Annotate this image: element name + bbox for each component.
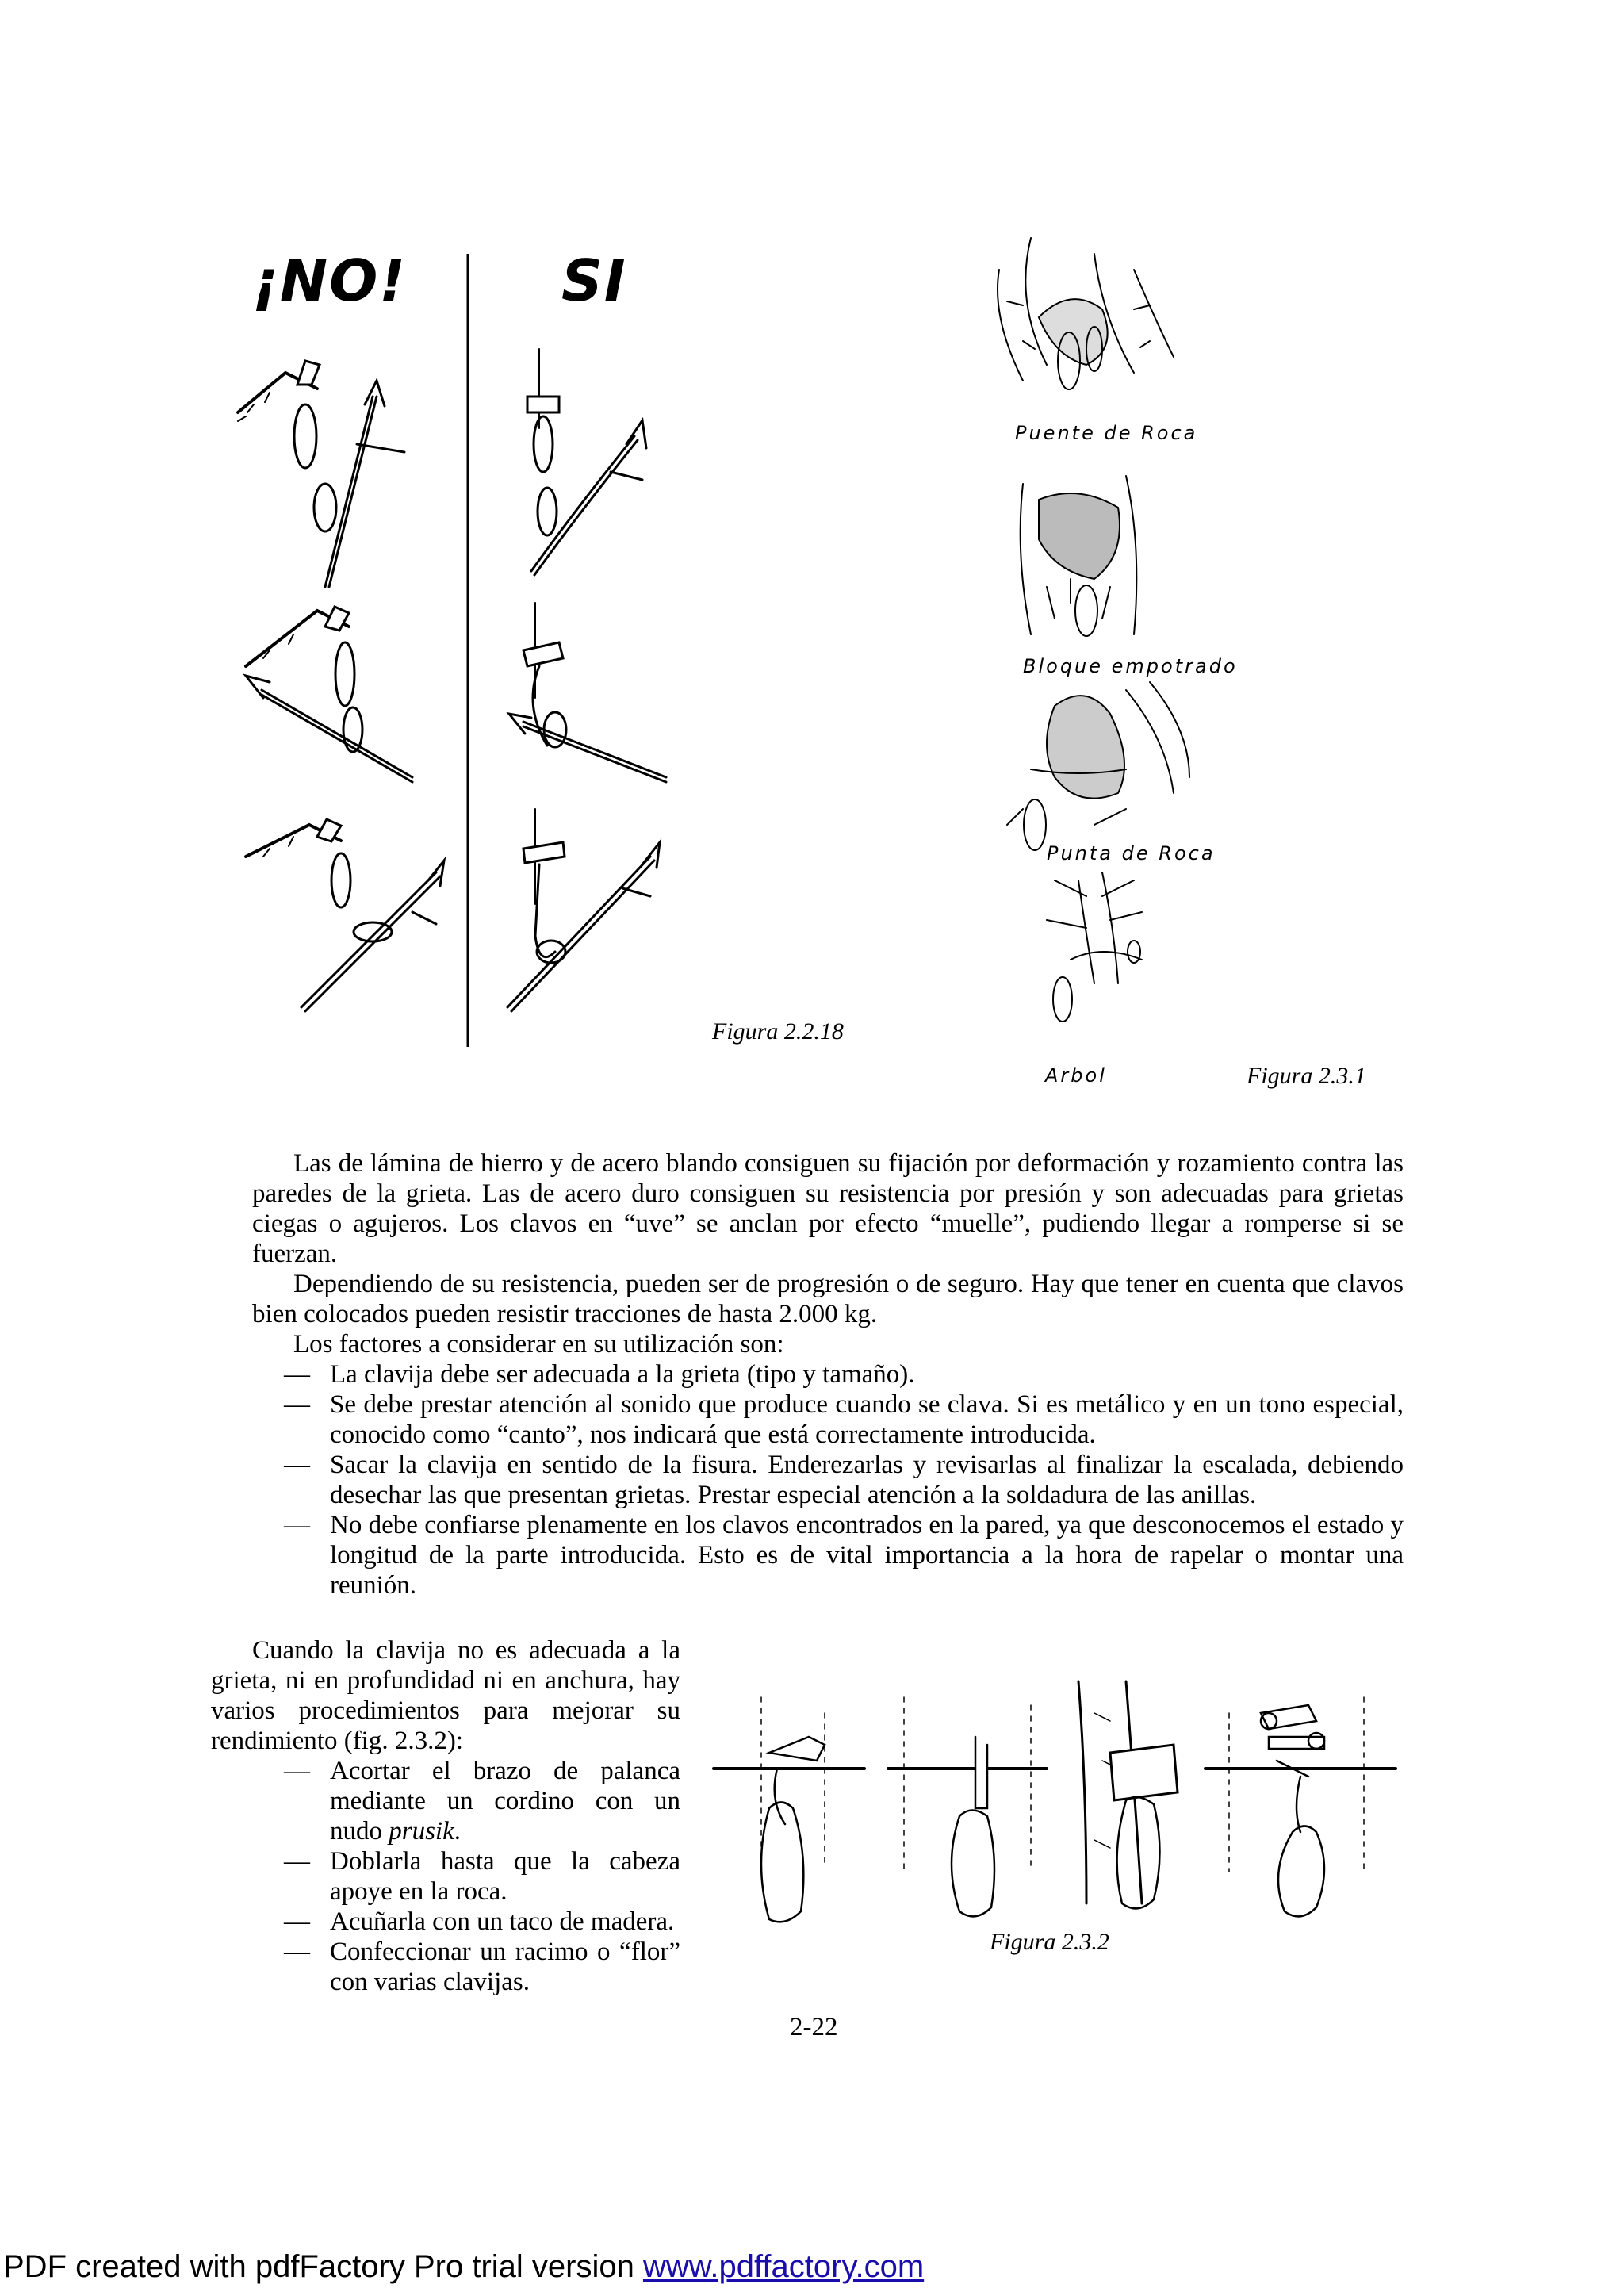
dash: — — [284, 1360, 310, 1389]
footer-prefix: PDF created with pdfFactory Pro trial version — [3, 2249, 643, 2284]
no-example-1 — [238, 361, 404, 587]
piton-cluster-sketch — [1205, 1697, 1396, 1916]
label-bloque-empotrado: Bloque empotrado — [1023, 655, 1238, 677]
list-item — [284, 1756, 680, 1846]
list-item-text: Acuñarla con un taco de madera. — [330, 1907, 675, 1936]
dash: — — [284, 1451, 310, 1479]
figure-2-3-1-caption: Figura 2.3.1 — [1247, 1063, 1366, 1089]
bent-piton-sketch — [888, 1697, 1047, 1916]
wood-wedge-sketch — [1078, 1681, 1178, 1908]
figure-2-3-2-caption: Figura 2.3.2 — [990, 1929, 1109, 1955]
natural-anchors-illustration — [975, 222, 1229, 1063]
dash: — — [284, 1938, 310, 1966]
si-example-2 — [509, 603, 666, 782]
dash: — — [284, 1511, 310, 1539]
page-number: 2-22 — [790, 2013, 838, 2041]
label-arbol: Arbol — [1045, 1064, 1107, 1087]
list-item-text: Acortar el brazo de palanca mediante un cordino con un nudo — [330, 1757, 680, 1846]
piton-placement-illustration — [222, 254, 714, 1047]
paragraph-3: Los factores a considerar en su utilización son: — [293, 1330, 784, 1359]
prusik-shortening-sketch — [714, 1697, 864, 1922]
pdffactory-link[interactable]: www.pdffactory.com — [642, 2249, 925, 2284]
label-puente-de-roca: Puente de Roca — [1015, 422, 1198, 444]
si-example-1 — [527, 349, 646, 575]
list-item — [284, 1389, 1404, 1450]
prusik-term: prusik — [389, 1817, 454, 1846]
si-example-3 — [508, 809, 660, 1011]
pdf-footer — [3, 2249, 924, 2285]
list-item-text: Confeccionar un racimo o “flor” con varias clavijas. — [330, 1938, 680, 1996]
list-item — [284, 1907, 680, 1937]
list-item-text: Doblarla hasta que la cabeza apoye en la roca. — [330, 1847, 680, 1906]
body-text — [252, 1148, 1404, 1600]
list-item-end: . — [454, 1817, 461, 1846]
dash: — — [284, 1390, 310, 1419]
no-example-2 — [246, 607, 412, 782]
list-item-text: Sacar la clavija en sentido de la fisura. Enderezarlas y revisarlas al finalizar la escalada, debiendo desechar las que presentan grietas. Prestar especial atención a la soldadura de las anillas. — [330, 1451, 1404, 1509]
tree-sketch — [1047, 872, 1142, 1022]
paragraph-2: Dependiendo de su resistencia, pueden ser de progresión o de seguro. Hay que tener en cuenta que clavos bien colocados pueden resistir tracciones de hasta 2.000 kg. — [252, 1270, 1404, 1328]
rock-bridge-sketch — [998, 238, 1174, 389]
rock-spike-sketch — [1007, 682, 1189, 850]
heading-si: SI — [561, 247, 627, 314]
dash: — — [284, 1757, 310, 1785]
list-item — [284, 1937, 680, 1997]
list-item — [284, 1510, 1404, 1600]
list-item — [284, 1359, 1404, 1389]
list-item — [284, 1450, 1404, 1510]
dash: — — [284, 1847, 310, 1876]
list-item-text: Se debe prestar atención al sonido que produce cuando se clava. Si es metálico y en un tono especial, conocido como “canto”, nos indicará que está correctamente introducida. — [330, 1390, 1404, 1449]
heading-no: ¡NO! — [252, 247, 408, 314]
list-item-text: La clavija debe ser adecuada a la grieta (tipo y tamaño). — [330, 1360, 915, 1389]
list-item-text: No debe confiarse plenamente en los clavos encontrados en la pared, ya que desconocemos el estado y longitud de la parte introducida. Esto es de vital importancia a la hora de rapelar o montar una reunión. — [330, 1511, 1404, 1600]
piton-improvement-illustration — [714, 1665, 1411, 1919]
list-item — [284, 1846, 680, 1907]
paragraph-1: Las de lámina de hierro y de acero blando consiguen su fijación por deformación y rozamiento contra las paredes de la grieta. Las de acero duro consiguen su resistencia por presión y son adecuadas para grietas ciegas o agujeros. Los clavos en “uve” se anclan por efecto “muelle”, pudiendo llegar a romperse si se fuerzan. — [252, 1149, 1404, 1268]
no-example-3 — [246, 819, 444, 1011]
factors-list — [284, 1359, 1404, 1600]
improve-list — [284, 1756, 680, 1997]
label-punta-de-roca: Punta de Roca — [1047, 842, 1216, 864]
improve-intro: Cuando la clavija no es adecuada a la grieta, ni en profundidad ni en anchura, hay varios procedimientos para mejorar su rendimiento (fig. 2.3.2): — [211, 1636, 680, 1755]
dash: — — [284, 1907, 310, 1936]
figure-2-2-18-caption: Figura 2.2.18 — [712, 1018, 844, 1045]
chockstone-sketch — [1021, 476, 1137, 636]
improve-section — [211, 1635, 680, 1997]
